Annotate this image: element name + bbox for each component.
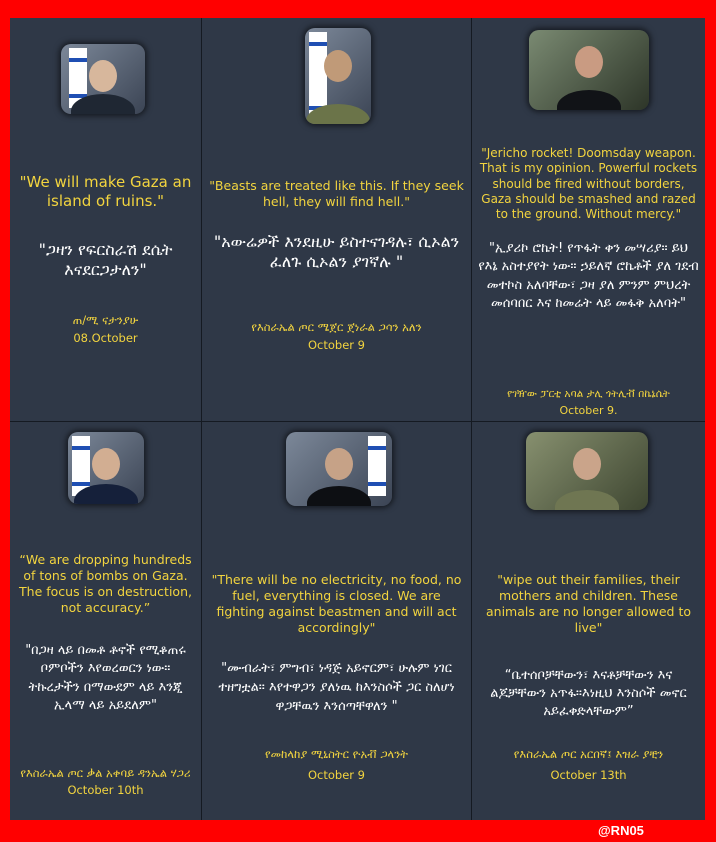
- amharic-quote: "ጋዛን የፍርስራሽ ደሴት እናደርጋታለን": [38, 240, 173, 280]
- portrait-uniform: [555, 490, 619, 510]
- amharic-quote: “ቤተሰቦቻቸውን፣ እናቶቻቸውን እና ልጆቻቸውን አጥፋ።እነዚህ እንስሶች መኖር አይፈቀድላቸውም”: [490, 668, 687, 720]
- quote-date: October 9.: [559, 404, 618, 417]
- portrait-head: [89, 60, 117, 92]
- english-quote: "wipe out their families, their mothers and children. These animals are no longer allowed to live": [486, 572, 691, 635]
- portrait-photo: [305, 28, 371, 124]
- portrait-photo: [286, 432, 392, 506]
- quote-panel-1: [10, 18, 202, 422]
- watermark-credit: @RN05: [598, 823, 644, 838]
- portrait-clothing: [307, 486, 371, 506]
- attribution: ጠ/ሚ ናታንያሁ: [72, 313, 139, 327]
- quote-date: October 13th: [550, 768, 627, 782]
- english-quote: “We are dropping hundreds of tons of bombs on Gaza. The focus is on destruction, not accuracy.”: [19, 552, 192, 615]
- amharic-quote: "አውሬዎች እንደዚሁ ይስተናገዳሉ፣ ሲኦልን ፈለጉ ሲኦልን ያገኛሉ ": [213, 232, 460, 272]
- portrait-photo: [529, 30, 649, 110]
- amharic-quote: "ሙብራት፣ ምግብ፣ ነዳጅ አይኖርም፣ ሁሉም ነገር ተዘግቷል። እየተዋጋን ያለነዉ ከእንስሶች ጋር ስለሆነ ዋጋቸዉን እንሰጣቸዋለን ": [218, 661, 455, 714]
- english-quote: "There will be no electricity, no food, no fuel, everything is closed. We are fighting against beastmen and will act accordingly": [211, 572, 462, 635]
- quote-grid: [10, 18, 705, 820]
- portrait-photo: [68, 432, 144, 504]
- portrait-head: [92, 448, 120, 480]
- amharic-quote: "ኢያሪኮ ሮኬት! የጥፋት ቀን መሣሪያ። ይህ የእኔ አስተያየት ነው። ኃይለኛ ሮኬቶች ያለ ገደብ መተኮስ አለባቸው፣ ጋዛ ያለ ምንም ምህረት መሰባበር እና ከመሬት ላይ መፋቅ አለባት": [478, 241, 699, 312]
- quote-panel-5: [202, 422, 472, 820]
- flag-icon: [368, 436, 386, 496]
- quote-date: October 9: [308, 338, 365, 352]
- portrait-head: [573, 448, 601, 480]
- amharic-quote: "በጋዛ ላይ በመቶ ቶኖች የሚቆጠሩ ቦምቦችን እየወረወርን ነው። ትኩረታችን በማውደም ላይ እንጂ ኢላማ ላይ አይደለም": [25, 643, 186, 714]
- english-quote: "Beasts are treated like this. If they seek hell, they will find hell.": [209, 178, 464, 209]
- english-quote: "We will make Gaza an island of ruins.": [19, 173, 192, 211]
- attribution: የእስራኤል ጦር አርበኛ፤ እዝራ ያቺን: [513, 747, 664, 761]
- attribution: የእስራኤል ጦር ሜጀር ጀነራል ጋሳን አለን: [251, 320, 422, 334]
- quote-panel-6: [472, 422, 705, 820]
- quote-panel-2: [202, 18, 472, 422]
- attribution: የእስራኤል ጦር ቃል አቀባይ ዳንኤል ሃጋሪ October 10th: [20, 766, 191, 798]
- portrait-photo: [526, 432, 648, 510]
- quote-date: October 9: [308, 768, 365, 782]
- portrait-clothing: [557, 90, 621, 110]
- portrait-photo: [61, 44, 145, 114]
- portrait-head: [325, 448, 353, 480]
- attribution: የመከላከያ ሚኒስትር ዮአቭ ጋላንት: [264, 747, 409, 761]
- quote-panel-3: [472, 18, 705, 422]
- quote-date: 08.October: [73, 331, 138, 345]
- quote-grid-frame: [10, 18, 705, 820]
- english-quote: "Jericho rocket! Doomsday weapon. That is my opinion. Powerful rockets should be fired without borders, Gaza should be smashed and razed to the ground. Without mercy.": [479, 146, 698, 222]
- attribution: የገዥው ፓርቲ አባል ታሊ ጎትሊቭ በኬኔሴት: [507, 388, 670, 400]
- portrait-head: [575, 46, 603, 78]
- quote-panel-4: [10, 422, 202, 820]
- portrait-head: [324, 50, 352, 82]
